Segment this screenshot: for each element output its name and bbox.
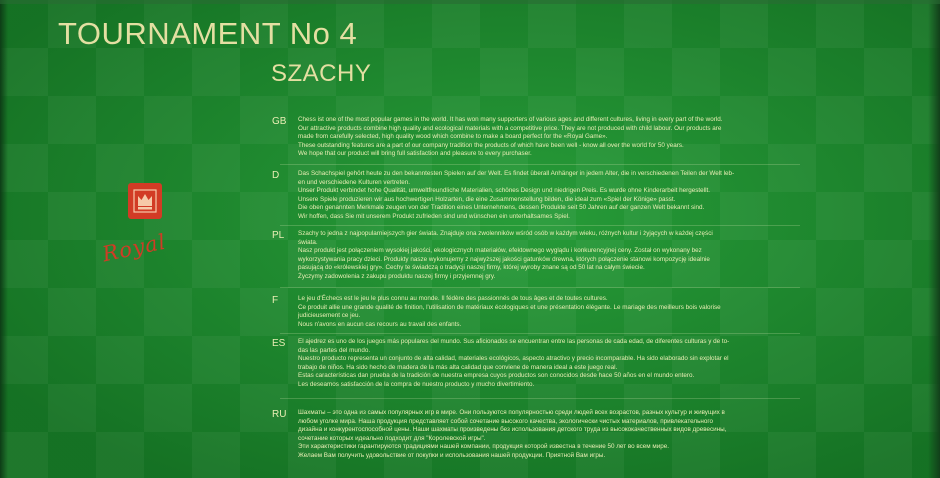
text-line: made from carefully selected, high quality wood which combine to make a board perfect for the «Royal Game». xyxy=(298,133,608,141)
text-line: trabajo de niños. Ha sido hecho de madera de la más alta calidad que conviene de manera ideal a este juego real. xyxy=(298,363,618,371)
box-right-edge xyxy=(928,0,940,478)
text-line: Эти характеристики гарантируются традициями нашей компании, продукция которой известна в течение 50 лет во всем мире. xyxy=(298,443,669,451)
text-line: Das Schachspiel gehört heute zu den bekanntesten Spielen auf der Welt. Es findet überall Anhänger in jedem Alter, die in verschiedenen Teilen der Welt leb- xyxy=(298,170,735,177)
text-line: das las partes del mundo. xyxy=(298,346,371,354)
product-title: TOURNAMENT No 4 xyxy=(58,16,358,51)
language-code: RU xyxy=(272,409,287,420)
box-left-edge xyxy=(0,0,8,478)
text-line: Chess ist one of the most popular games in the world. It has won many supporters of various ages and different cultures, living in every part of the world. xyxy=(298,116,723,123)
section-divider xyxy=(280,225,800,226)
text-line: El ajedrez es uno de los juegos más populares del mundo. Sus aficionados se encuentran entre las personas de cada edad, de diferentes culturas y de to- xyxy=(298,338,730,345)
text-line: Les deseamos satisfacción de la compra de nuestro producto y mucho divertimiento. xyxy=(298,380,535,388)
text-line: Życzymy zadowolenia z zakupu produktu naszej firmy i przyjemnej gry. xyxy=(298,272,496,280)
text-line: Our attractive products combine high quality and ecological materials with a competitive price. They are not produced with child labour. Our products are xyxy=(298,124,722,132)
section-divider xyxy=(280,398,800,399)
language-text xyxy=(298,338,808,390)
text-line: świata. xyxy=(298,238,318,246)
text-line: дизайна и конкурентоспособной цены. Наши шахматы произведены без использования детского труда из высококачественных видов древесины, xyxy=(298,426,727,434)
text-line: Nous n'avons en aucun cas recours au travail des enfants. xyxy=(298,320,462,328)
language-text xyxy=(298,170,808,222)
text-line: judicieusement ce jeu. xyxy=(298,312,361,320)
product-subtitle: SZACHY xyxy=(271,60,372,87)
text-line: Estas características dan prueba de la tradición de nuestra empresa cuyos productos son conocidos desde hace 50 años en el mundo entero. xyxy=(298,372,695,380)
text-line: wykorzystywania pracy dzieci. Produkty nasze wykonujemy z najwyższej jakości gatunków drewna, których połączenie stanowi kompozycję idealnie xyxy=(298,255,710,263)
text-line: Ce produit allie une grande qualité de finition, l'utilisation de matériaux écologiques et une présentation élégante. Le mariage des meilleurs bois valorise xyxy=(298,303,721,311)
crown-emblem-icon xyxy=(128,183,162,219)
text-line: Шахматы – это одна из самых популярных игр в мире. Они пользуются популярностью среди людей всех возрастов, разных культур и живущих в xyxy=(298,409,725,416)
text-line: These outstanding features are a part of our company tradition the products of which have been well - know all over the world for 50 years. xyxy=(298,141,684,149)
section-divider xyxy=(280,333,800,334)
language-code: D xyxy=(272,170,280,181)
text-line: Unser Produkt verbindet hohe Qualität, umweltfreundliche Materialien, schönes Design und niedrigen Preis. Es wurde ohne Kinderarbeit hergestellt. xyxy=(298,187,710,195)
text-line: сочетание которых идеально подходит для "Королевской игры". xyxy=(298,434,486,442)
language-code: GB xyxy=(272,116,287,127)
brand-logo-text: Royal xyxy=(100,229,169,267)
section-divider xyxy=(280,164,800,165)
section-divider xyxy=(280,287,800,288)
text-line: en und verschiedene Kulturen vertreten. xyxy=(298,178,411,186)
box-top-edge xyxy=(0,0,940,4)
text-line: Nuestro producto representa un conjunto de alta calidad, materiales ecológicos, aspecto atractivo y precio incomparable. Ha sido elaborado sin explotar el xyxy=(298,355,729,363)
text-line: We hope that our product will bring full satisfaction and pleasure to every purchaser. xyxy=(298,150,532,158)
language-code: PL xyxy=(272,230,285,241)
text-line: Nasz produkt jest połączeniem wysokiej jakości, ekologicznych materiałów, efektownego wyglądu i konkurencyjnej ceny. Został on wykonany bez xyxy=(298,247,702,255)
language-text xyxy=(298,116,808,159)
text-line: Le jeu d'Échecs est le jeu le plus connu au monde. Il fédère des passionnés de tous âges et de toutes cultures. xyxy=(298,295,608,302)
text-line: pasującą do «królewskiej gry». Cechy te świadczą o tradycji naszej firmy, której wyroby znane są od 50 lat na całym świecie. xyxy=(298,264,645,272)
text-line: Желаем Вам получить удовольствие от покупки и использования нашей продукции. Приятной Вам игры. xyxy=(298,451,606,459)
brand-logo xyxy=(92,176,182,286)
language-text xyxy=(298,295,808,329)
text-line: Wir hoffen, dass Sie mit unserem Produkt zufrieden sind und wünschen ein unterhaltsames Spiel. xyxy=(298,212,570,220)
language-text xyxy=(298,230,808,282)
text-line: любом уголке мира. Наша продукция представляет собой сочетание высокого качества, экологически чистых материалов, привлекательного xyxy=(298,417,714,425)
text-line: Unsere Spiele produzieren wir aus hochwertigen Holzarten, die eine Zusammenstellung bilden, die ideal zum «Spiel der Könige» passt. xyxy=(298,195,676,203)
language-text xyxy=(298,409,808,461)
language-code: ES xyxy=(272,338,286,349)
language-code: F xyxy=(272,295,279,306)
text-line: Die oben genannten Merkmale zeugen von der Tradition eines Unternehmens, dessen Produkte seit 50 Jahren auf der ganzen Welt bekannt sind. xyxy=(298,204,705,212)
text-line: Szachy to jedna z najpopularniejszych gier świata. Znajduje ona zwolenników wśród osób w każdym wieku, różnych kultur i żyjących w każdej części xyxy=(298,230,713,237)
